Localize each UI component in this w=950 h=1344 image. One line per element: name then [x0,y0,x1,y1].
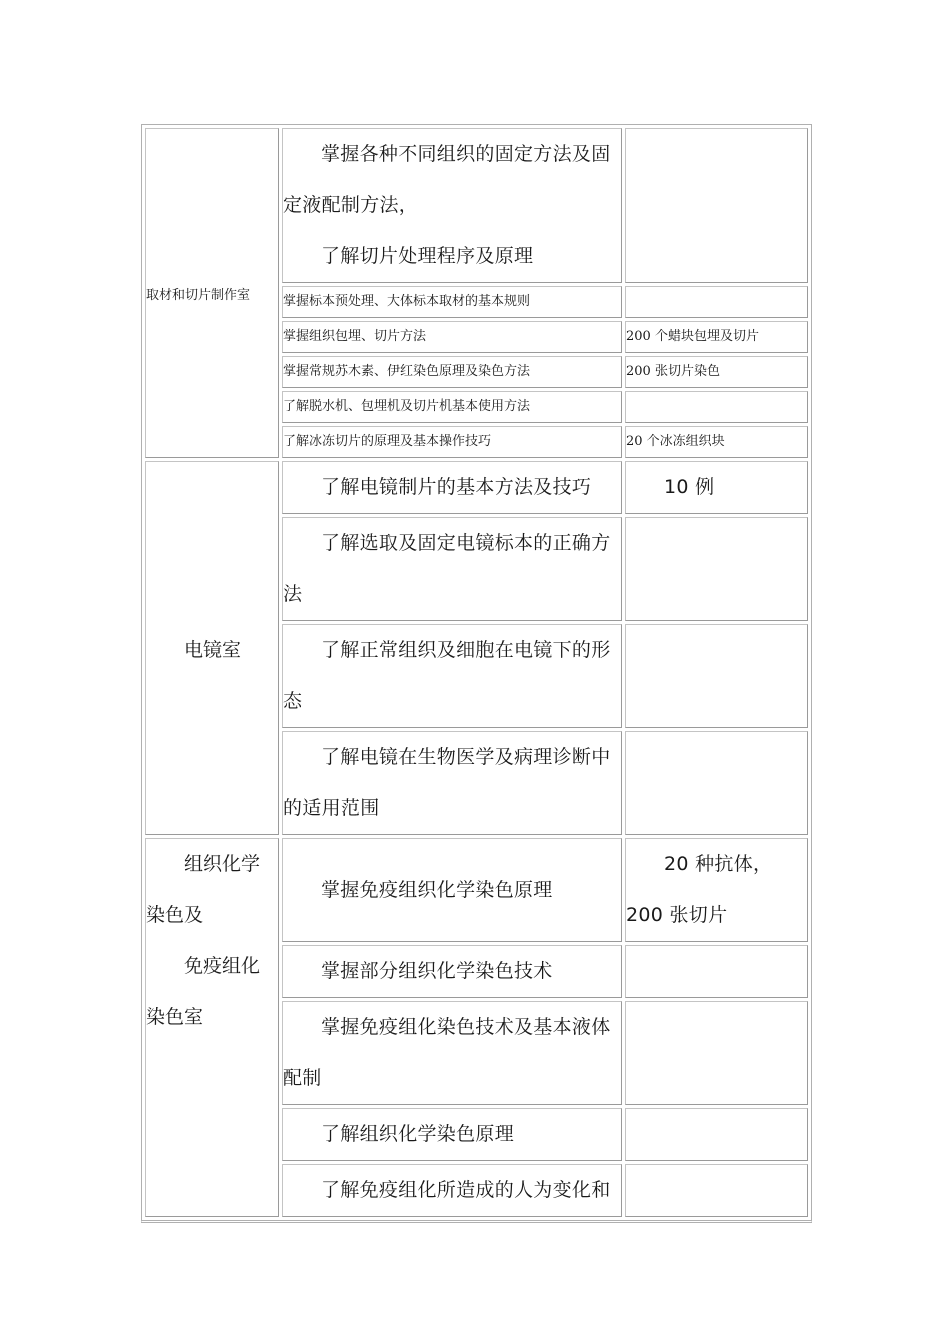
quantity-cell [625,286,808,318]
task-cell: 了解正常组织及细胞在电镜下的形态 [282,624,622,728]
quantity-cell: 20 个冰冻组织块 [625,426,808,458]
task-cell: 了解组织化学染色原理 [282,1108,622,1161]
task-cell: 了解电镜在生物医学及病理诊断中的适用范围 [282,731,622,835]
category-label: 电镜室 [184,638,242,661]
quantity-cell [625,128,808,283]
task-cell: 掌握标本预处理、大体标本取材的基本规则 [282,286,622,318]
quantity-cell [625,731,808,835]
quantity-cell [625,1001,808,1105]
task-cell: 了解电镜制片的基本方法及技巧 [282,461,622,514]
table-row [145,838,808,942]
table-row [145,461,808,514]
table-row [145,128,808,283]
quantity-cell [625,517,808,621]
category-cell [145,128,279,458]
task-cell: 掌握常规苏木素、伊红染色原理及染色方法 [282,356,622,388]
quantity-cell: 10 例 [625,461,808,514]
task-text: 掌握各种不同组织的固定方法及固定液配制方法， [283,143,611,216]
quantity-cell [625,1108,808,1161]
quantity-cell [625,1164,808,1217]
task-cell: 掌握免疫组化染色技术及基本液体配制 [282,1001,622,1105]
category-cell [145,838,279,1217]
quantity-cell: 20 种抗体，200 张切片 [625,838,808,942]
task-cell: 了解免疫组化所造成的人为变化和 [282,1164,622,1217]
quantity-cell: 200 张切片染色 [625,356,808,388]
task-cell: 掌握部分组织化学染色技术 [282,945,622,998]
task-cell: 掌握免疫组织化学染色原理 [282,838,622,942]
category-label: 取材和切片制作室 [146,287,251,303]
category-label: 组织化学染色及 [146,853,261,926]
quantity-cell [625,624,808,728]
task-cell: 了解选取及固定电镜标本的正确方法 [282,517,622,621]
task-cell: 掌握组织包埋、切片方法 [282,321,622,353]
task-cell: 了解脱水机、包埋机及切片机基本使用方法 [282,391,622,423]
quantity-cell [625,391,808,423]
task-text: 了解切片处理程序及原理 [321,245,534,267]
category-cell [145,461,279,835]
category-label: 免疫组化染色室 [146,955,261,1028]
task-cell [282,128,622,283]
training-table [141,124,812,1223]
task-cell: 了解冰冻切片的原理及基本操作技巧 [282,426,622,458]
quantity-cell: 200 个蜡块包埋及切片 [625,321,808,353]
quantity-cell [625,945,808,998]
